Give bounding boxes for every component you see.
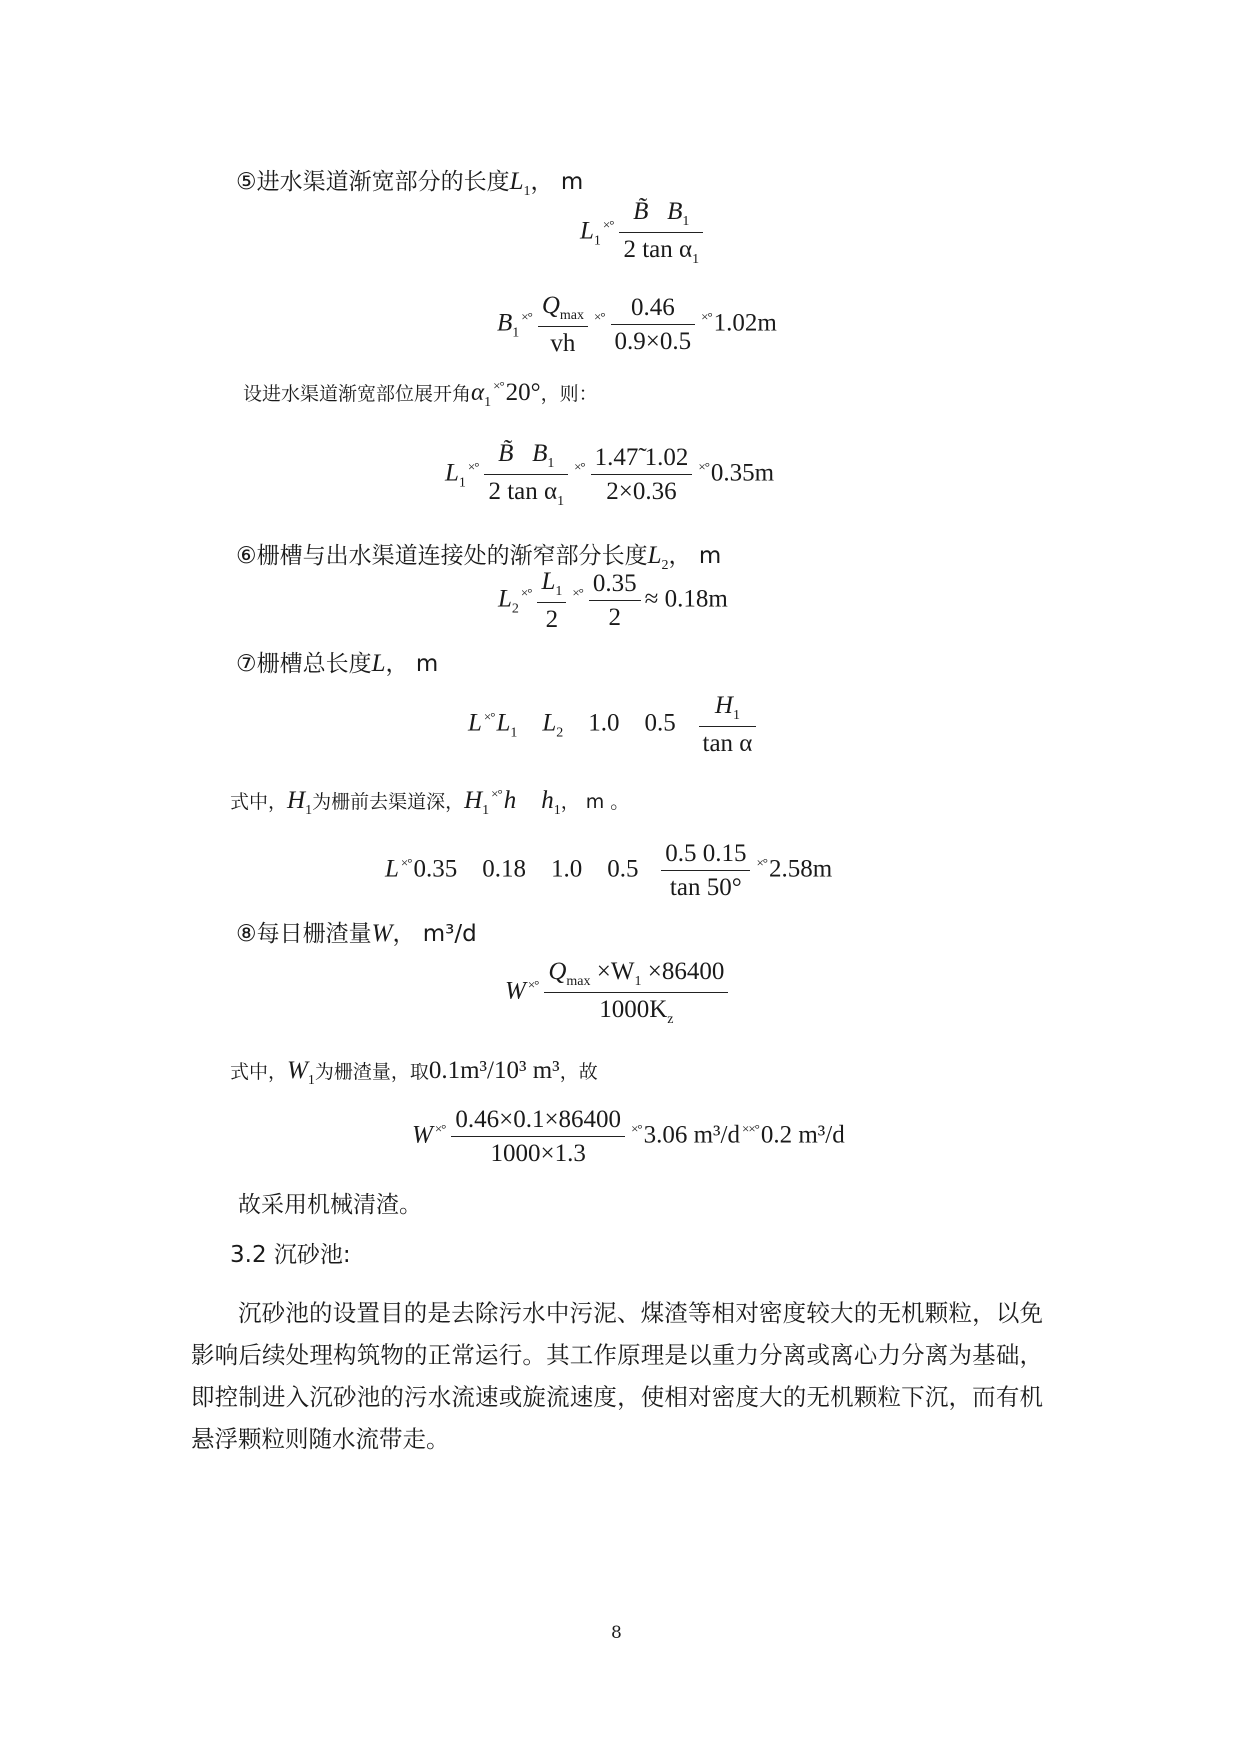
eq-sub: 1: [458, 475, 466, 491]
eq-sub: 1: [482, 803, 490, 818]
unit-text: ， m: [668, 543, 722, 569]
operator-glyph: ×°: [527, 976, 539, 992]
item-5-text: ⑤进水渠道渐宽部分的长度: [236, 169, 510, 195]
num-term: Q: [548, 958, 567, 985]
eq-result: 0.35m: [710, 459, 775, 487]
section-title: 沉砂池:: [273, 1242, 351, 1268]
equation-6: [385, 840, 832, 902]
eq-sub: 1: [484, 395, 492, 410]
item-5-heading: [236, 163, 583, 200]
numerator: [538, 292, 588, 326]
note-text: 为栅渣量，取: [314, 1061, 429, 1083]
numerator: 0.5 0.15: [665, 840, 747, 867]
var-l: L: [647, 542, 662, 569]
equation-5: [468, 692, 760, 758]
note-1: [243, 378, 598, 411]
eq-result: ≈ 0.18m: [644, 585, 728, 613]
eq-lhs: W: [412, 1121, 433, 1149]
eq-result: 3.06 m³/d: [643, 1121, 740, 1149]
equation-3: [445, 440, 774, 510]
fraction: [589, 570, 641, 632]
eq-sub: 1: [593, 233, 601, 249]
operator-glyph: ×°: [520, 584, 532, 600]
operator-glyph: ×°: [593, 308, 605, 324]
term: 1.0: [550, 855, 583, 883]
eq-sub: max: [566, 974, 591, 989]
item-6-text: ⑥栅槽与出水渠道连接处的渐窄部分长度: [236, 543, 648, 569]
var-alpha: α: [471, 379, 485, 406]
num-term: B̃: [633, 198, 649, 225]
numerator: 0.46×0.1×86400: [455, 1106, 622, 1133]
eq-lhs: L: [498, 585, 512, 613]
numerator: [484, 440, 568, 474]
denominator: [619, 232, 703, 268]
term: 0.5: [644, 709, 676, 737]
numerator: [619, 198, 703, 232]
eq-sub: 1: [512, 325, 520, 341]
operator-glyph: ×°: [602, 216, 614, 232]
equation-4: [498, 568, 728, 634]
eq-result: 1.02m: [713, 309, 777, 337]
eq-sub: 1: [547, 456, 555, 471]
item-7-heading: [236, 645, 438, 678]
equation-7: [505, 958, 732, 1028]
fraction: [538, 292, 588, 358]
operator-glyph: ×°: [756, 854, 767, 870]
num-term: Q: [541, 292, 560, 319]
operator-glyph: ××°: [741, 1120, 759, 1136]
operator-glyph: ×°: [631, 1120, 642, 1136]
eq-sub: z: [667, 1012, 674, 1027]
note-text: 为栅前去渠道深，: [312, 791, 465, 813]
operator-glyph: ×°: [467, 458, 479, 474]
eq-sub: 2: [661, 558, 669, 573]
num-term: ×86400: [641, 958, 725, 985]
operator-glyph: ×°: [434, 1120, 446, 1136]
num-term: B̃: [498, 440, 514, 467]
fraction: [591, 444, 693, 506]
var-l: L: [509, 168, 524, 195]
section-heading: [230, 1236, 351, 1269]
eq-sub: 1: [732, 708, 740, 723]
eq-sub: 2: [511, 601, 519, 617]
fraction: [699, 692, 757, 758]
var-h: H: [287, 787, 306, 814]
denominator: 1000×1.3: [451, 1136, 625, 1168]
var-w: W: [371, 920, 393, 947]
equation-1: [580, 198, 707, 268]
num-term: ×W: [590, 958, 635, 985]
den-term: 1000K: [599, 996, 668, 1023]
fraction: [619, 198, 703, 268]
eq-lhs: W: [505, 977, 526, 1005]
numerator: [544, 958, 728, 992]
denominator: [544, 992, 728, 1028]
item-8-text: ⑧每日栅渣量: [236, 921, 372, 947]
numerator: [537, 568, 566, 602]
operator-glyph: ×°: [572, 584, 583, 600]
eq-sub: 1: [682, 214, 690, 229]
eq-sub: 1: [557, 494, 565, 509]
note-text: 式中，: [230, 791, 288, 813]
angle-value: 20°: [505, 379, 541, 406]
eq-lhs: L: [580, 217, 594, 245]
item-7-text: ⑦栅槽总长度: [236, 651, 372, 677]
den-term: 2 tan α: [623, 236, 693, 263]
eq-result: 0.2 m³/d: [760, 1121, 845, 1149]
numerator: 0.46: [630, 294, 675, 321]
operator-glyph: ×°: [574, 458, 585, 474]
conclusion-text: 故采用机械清渣。: [238, 1192, 422, 1218]
numerator: 1.47̃ 1.02: [594, 444, 689, 471]
num-term: B: [667, 198, 683, 225]
term: L: [496, 709, 511, 737]
eq-sub: 2: [556, 725, 564, 741]
eq-sub: max: [559, 308, 584, 323]
fraction: [661, 840, 750, 902]
denominator: vh: [538, 326, 588, 358]
denominator: 0.9×0.5: [611, 324, 696, 356]
var-h: H: [464, 787, 483, 814]
eq-lhs: B: [497, 309, 513, 337]
term: 1.0: [588, 709, 620, 737]
fraction: [544, 958, 728, 1028]
fraction: [537, 568, 566, 634]
denominator: 2: [537, 602, 566, 634]
numerator: [699, 692, 757, 726]
note-text: 式中，: [230, 1061, 288, 1083]
body-paragraph: 沉砂池的设置目的是去除污水中污泥、煤渣等相对密度较大的无机颗粒，以免影响后续处理构筑物的正常运行。其工作原理是以重力分离或离心力分离为基础，即控制进入沉砂池的污水流速或旋流速度，使相对密度大的无机颗粒下沉，而有机悬浮颗粒则随水流带走。: [191, 1299, 1043, 1453]
var-sub: 1: [523, 184, 531, 199]
fraction: [484, 440, 568, 510]
denominator: 2: [589, 600, 641, 632]
eq-sub: 1: [305, 803, 313, 818]
eq-result: 2.58m: [768, 855, 833, 883]
den-term: 2 tan α: [488, 478, 558, 505]
term: 0.35: [413, 855, 458, 883]
section-number: 3.2: [230, 1242, 267, 1268]
eq-sub: 1: [510, 725, 518, 741]
operator-glyph: ×°: [521, 308, 532, 324]
operator-glyph: ×°: [491, 786, 502, 801]
denominator: 2×0.36: [591, 474, 693, 506]
eq-sub: 1: [634, 974, 642, 989]
denominator: tan 50°: [661, 870, 750, 902]
term: 0.5: [607, 855, 639, 883]
numerator: 0.35: [592, 570, 637, 597]
eq-lhs: L: [445, 459, 459, 487]
note-tail: ，故: [559, 1061, 598, 1083]
operator-glyph: ×°: [698, 458, 709, 474]
unit-text: ， m: [530, 169, 584, 195]
operator-glyph: ×°: [483, 708, 495, 724]
eq-lhs: L: [468, 709, 482, 737]
note-tail: ， m 。: [560, 791, 630, 813]
var-h-small: h: [503, 787, 517, 814]
equation-2: [497, 292, 777, 358]
equation-8: [412, 1106, 845, 1168]
denominator: tan α: [699, 726, 757, 758]
denominator: [484, 474, 568, 510]
note-3: [230, 1057, 598, 1089]
fraction: [611, 294, 696, 356]
var-l: L: [371, 650, 386, 677]
num-term: L: [541, 568, 556, 595]
var-h-small: h: [541, 787, 554, 814]
eq-sub: 1: [307, 1073, 315, 1088]
eq-sub: 1: [555, 584, 563, 599]
eq-sub: 1: [692, 252, 700, 267]
note-tail: ，则：: [540, 383, 598, 405]
item-8-heading: [236, 915, 477, 948]
unit-text: ， m³/d: [392, 921, 477, 947]
operator-glyph: ×°: [493, 378, 504, 393]
num-term: B: [532, 440, 548, 467]
eq-lhs: L: [385, 855, 399, 883]
term: L: [542, 709, 557, 737]
eq-sub: 1: [553, 803, 561, 818]
unit-text: ， m: [385, 651, 439, 677]
term: 0.18: [482, 855, 526, 883]
operator-glyph: ×°: [701, 308, 712, 324]
var-w: W: [287, 1057, 308, 1084]
ratio-value: 0.1m³/10³ m³: [428, 1057, 560, 1084]
fraction: [451, 1106, 625, 1168]
page-number: 8: [611, 1623, 622, 1643]
num-term: H: [714, 692, 733, 719]
note-2: [230, 786, 629, 819]
operator-glyph: ×°: [400, 854, 412, 870]
note-text: 设进水渠道渐宽部位展开角: [243, 383, 472, 405]
